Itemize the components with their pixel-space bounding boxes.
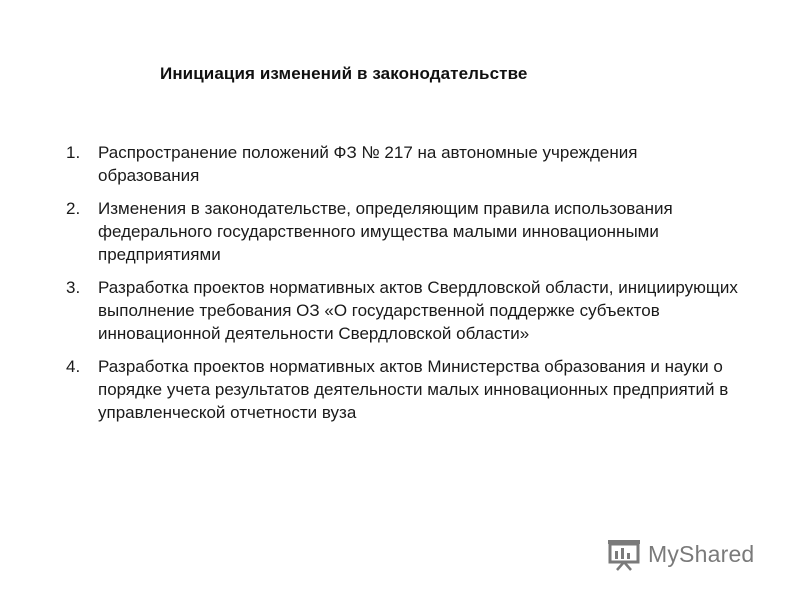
- list-item: [66, 197, 756, 266]
- list-item: [66, 141, 756, 187]
- list-item: [66, 355, 756, 424]
- slide-title: Инициация изменений в законодательстве: [160, 64, 528, 83]
- list-item-text: Разработка проектов нормативных актов Свердловской области, инициирующих выполнение требования ОЗ «О государственной поддержке субъектов инновационной деятельности Свердловской области»: [98, 278, 738, 343]
- presentation-chart-icon: [606, 537, 642, 571]
- watermark-text: MyShared: [648, 540, 755, 567]
- list-item: [66, 276, 756, 345]
- list-item-number: 4.: [66, 357, 81, 376]
- list-item-text: Распространение положений ФЗ № 217 на автономные учреждения образования: [98, 143, 638, 185]
- list-item-text: Разработка проектов нормативных актов Министерства образования и науки о порядке учета результатов деятельности малых инновационных предприятий в управленческой отчетности вуза: [98, 357, 729, 422]
- list-item-text: Изменения в законодательстве, определяющим правила использования федерального государственного имущества малыми инновационными предприятиями: [98, 199, 673, 264]
- list-item-number: 1.: [66, 143, 81, 162]
- numbered-list: [66, 141, 756, 434]
- myshared-watermark: [606, 537, 754, 571]
- list-item-number: 3.: [66, 278, 81, 297]
- list-item-number: 2.: [66, 199, 81, 218]
